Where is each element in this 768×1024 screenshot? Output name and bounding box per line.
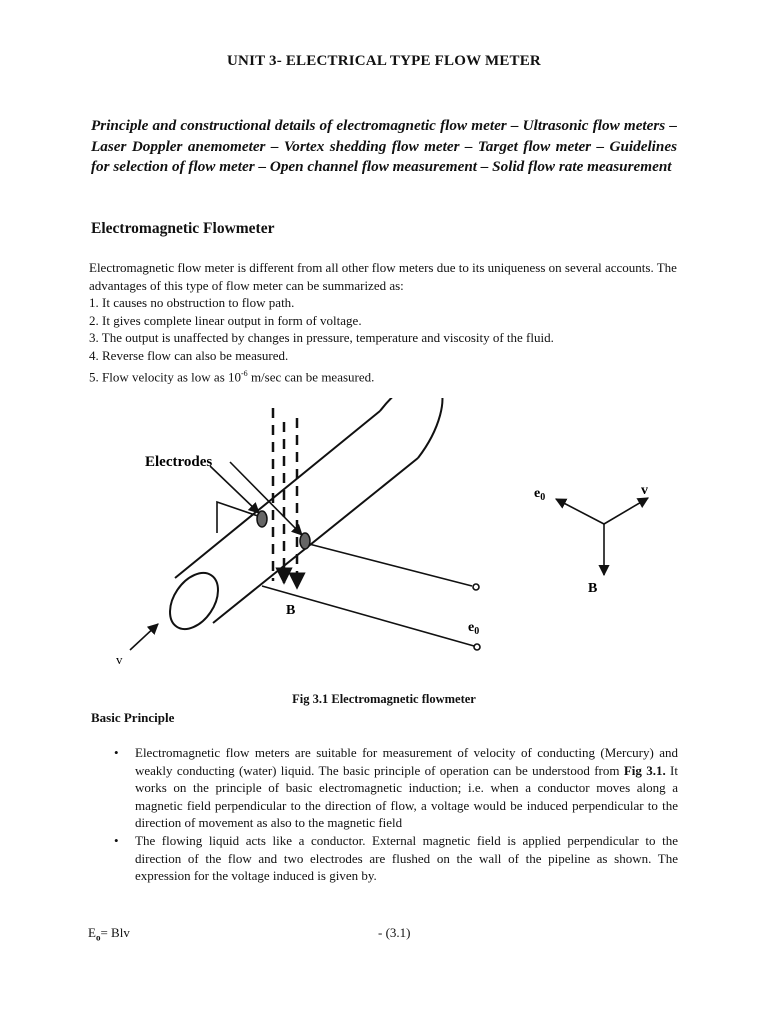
advantage-item: 4. Reverse flow can also be measured. — [89, 347, 289, 363]
terminal-lower — [474, 644, 480, 650]
principle-bullets — [114, 744, 678, 885]
wire-upper-terminal — [309, 544, 472, 586]
magnetic-field-lines — [273, 408, 297, 588]
axis-v-label: v — [641, 483, 648, 498]
bullet-marker: • — [114, 745, 119, 760]
bullet-1-text-end: It works on the principle of basic electromagnetic induction; i.e. when a conductor moves along a magnetic field perpendicular to the direction of flow, a voltage would be induced perpendicular to the direction of movement as also to the magnetic field — [135, 762, 678, 831]
pipe-top-edge — [175, 411, 380, 578]
pipe-drawing — [160, 398, 442, 638]
intro-block — [89, 259, 689, 385]
intro-paragraph: Electromagnetic flow meter is different from all other flow meters due to its uniqueness on several accounts. The advantages of this type of flow meter can be summarized as: — [89, 260, 677, 293]
advantage-5-prefix: 5. Flow velocity as low as 10 — [89, 368, 242, 384]
section-heading: Electromagnetic Flowmeter — [91, 220, 275, 237]
fig-reference: Fig 3.1. — [623, 762, 666, 778]
flow-velocity-arrow — [130, 624, 158, 650]
axis-v-arrow — [604, 498, 648, 524]
bullet-item — [114, 832, 678, 885]
advantage-item: 2. It gives complete linear output in form of voltage. — [89, 312, 362, 328]
advantage-item: 3. The output is unaffected by changes in pressure, temperature and viscosity of the fluid. — [89, 330, 554, 346]
terminal-upper — [473, 584, 479, 590]
page-title: UNIT 3- ELECTRICAL TYPE FLOW METER — [227, 53, 541, 69]
equation-rhs: = Blv — [100, 925, 130, 940]
equation-number: - (3.1) — [378, 925, 411, 940]
equation-lhs-subscript: o — [95, 932, 101, 943]
axes-diagram — [556, 498, 648, 575]
bullet-2-text: The flowing liquid acts like a conductor. External magnetic field is applied perpendicular to the direction of the flow and two electrodes are flushed on the wall of the pipeline as shown. The expression for the voltage induced is given by. — [135, 832, 678, 884]
advantage-item: 1. It causes no obstruction to flow path. — [89, 295, 295, 311]
axis-e0-label: $e_0$ — [534, 486, 546, 503]
velocity-label: v — [116, 652, 123, 667]
bullet-item — [114, 744, 678, 832]
electromagnetic-flowmeter-figure — [100, 398, 670, 678]
figure-caption: Fig 3.1 Electromagnetic flowmeter — [292, 692, 476, 706]
bullet-1-text-start: Electromagnetic flow meters are suitable for measurement of velocity of conducting (Mercury) and weakly conducting (water) liquid. The basic principle of operation can be understood from — [135, 745, 678, 778]
equation — [88, 925, 130, 943]
advantage-5-suffix: m/sec can be measured. — [247, 368, 375, 384]
equation-lhs: E — [88, 925, 96, 940]
pipe-bottom-edge — [213, 458, 418, 623]
advantages-list — [89, 294, 689, 385]
pipe-near-end — [160, 564, 228, 638]
syllabus-topics: Principle and constructional details of electromagnetic flow meter – Ultrasonic flow meters – Laser Doppler anemometer – Vortex shedding flow meter – Target flow meter – Guidelines for selection of flow meter – Open channel flow measurement – Solid flow rate measurement — [91, 117, 677, 175]
advantage-item — [89, 365, 689, 386]
b-field-label: B — [286, 603, 296, 618]
axis-e0-arrow — [556, 499, 604, 524]
electrodes-label: Electrodes — [145, 454, 213, 470]
axis-b-label: B — [588, 581, 598, 596]
advantage-5-exponent: -6 — [241, 368, 248, 378]
e0-output-label: $e_0$ — [468, 620, 480, 637]
bullet-marker: • — [114, 832, 119, 848]
lead-wires — [217, 502, 474, 646]
pipe-far-end — [380, 398, 442, 458]
basic-principle-heading: Basic Principle — [91, 710, 175, 725]
